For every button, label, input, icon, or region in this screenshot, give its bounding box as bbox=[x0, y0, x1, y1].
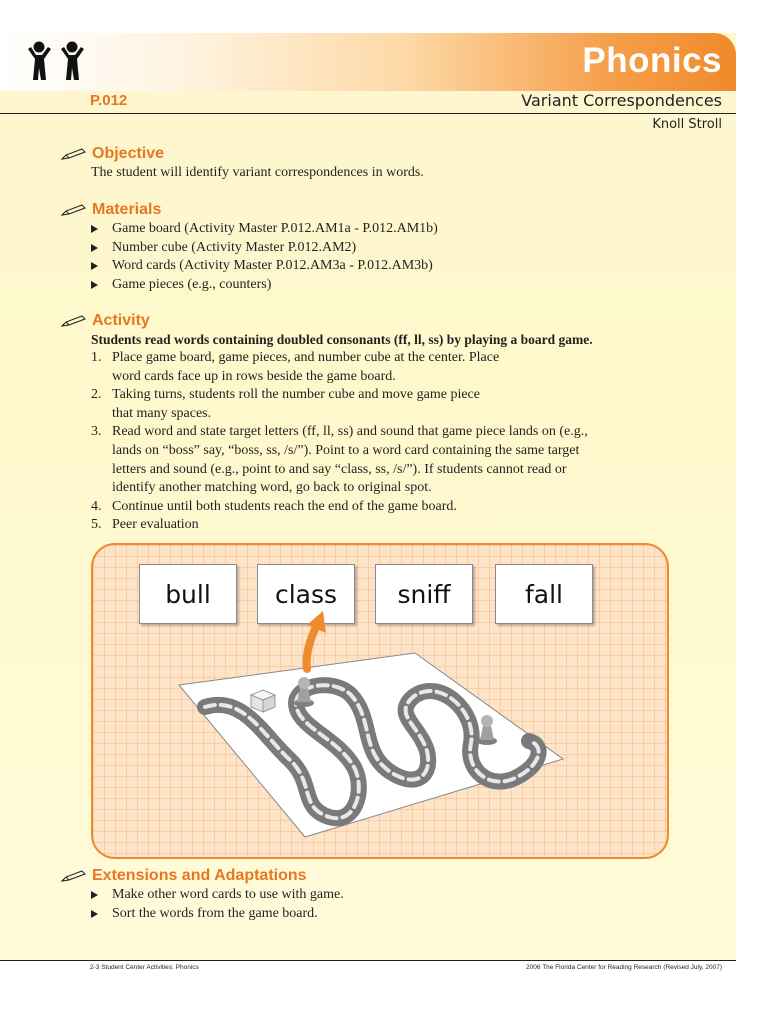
bullet-arrow-icon bbox=[91, 225, 98, 233]
bullet-arrow-icon bbox=[91, 244, 98, 252]
word-card: fall bbox=[495, 564, 593, 624]
activity-code: P.012 bbox=[90, 92, 128, 109]
step-item: 1. Place game board, game pieces, and number cube at the center. Place word cards face up in rows beside the game board. bbox=[91, 350, 500, 384]
list-item: Game board (Activity Master P.012.AM1a - P.012.AM1b) bbox=[91, 220, 438, 239]
extensions-heading: Extensions and Adaptations bbox=[92, 867, 307, 884]
header-divider bbox=[0, 113, 736, 114]
objective-text: The student will identify variant correspondences in words. bbox=[91, 165, 424, 180]
materials-heading: Materials bbox=[92, 201, 162, 218]
list-item: Make other word cards to use with game. bbox=[91, 886, 344, 905]
step-item: 3. Read word and state target letters (ff, ll, ss) and sound that game piece lands on (e.g., lands on “boss” say, “boss, ss, /s/”). Point to a word card containing the same target letters and sound (e.g., point to and say “class, ss, /s/”). If students cannot read or identify another matching word, go back to original spot. bbox=[91, 424, 588, 496]
objective-section bbox=[60, 144, 424, 182]
list-item: Game pieces (e.g., counters) bbox=[91, 276, 438, 295]
footer-left-text: 2-3 Student Center Activities: Phonics bbox=[90, 964, 199, 971]
extensions-section bbox=[60, 866, 344, 923]
materials-section bbox=[60, 200, 438, 294]
page-title: Phonics bbox=[582, 41, 722, 80]
word-card: bull bbox=[139, 564, 237, 624]
list-item: Sort the words from the game board. bbox=[91, 905, 344, 924]
activity-intro: Students read words containing doubled consonants (ff, ll, ss) by playing a board game. bbox=[91, 332, 593, 347]
game-board-drawing bbox=[93, 545, 667, 857]
pencil-icon bbox=[60, 314, 88, 328]
activity-heading: Activity bbox=[92, 312, 150, 329]
extensions-list bbox=[91, 886, 344, 923]
word-card: sniff bbox=[375, 564, 473, 624]
children-icon bbox=[22, 40, 94, 84]
activity-steps bbox=[91, 349, 593, 535]
activity-section bbox=[60, 311, 593, 535]
pencil-icon bbox=[60, 147, 88, 161]
list-item: Word cards (Activity Master P.012.AM3a - P.012.AM3b) bbox=[91, 257, 438, 276]
footer-divider bbox=[0, 960, 736, 961]
activity-subtitle: Variant Correspondences bbox=[521, 91, 722, 110]
number-cube bbox=[251, 690, 275, 712]
game-illustration bbox=[91, 543, 669, 859]
activity-name: Knoll Stroll bbox=[652, 117, 722, 132]
pointing-arrow-icon bbox=[307, 611, 326, 669]
bullet-arrow-icon bbox=[91, 281, 98, 289]
bullet-arrow-icon bbox=[91, 262, 98, 270]
word-card: class bbox=[257, 564, 355, 624]
step-item: 2. Taking turns, students roll the number cube and move game piece that many spaces. bbox=[91, 387, 480, 421]
step-item: 5. Peer evaluation bbox=[91, 517, 199, 533]
objective-heading: Objective bbox=[92, 145, 165, 162]
list-item: Number cube (Activity Master P.012.AM2) bbox=[91, 239, 438, 258]
pencil-icon bbox=[60, 869, 88, 883]
footer-right-text: 2006 The Florida Center for Reading Research (Revised July, 2007) bbox=[526, 964, 722, 971]
materials-list bbox=[91, 220, 438, 294]
bullet-arrow-icon bbox=[91, 910, 98, 918]
step-item: 4. Continue until both students reach the end of the game board. bbox=[91, 498, 457, 514]
bullet-arrow-icon bbox=[91, 891, 98, 899]
pencil-icon bbox=[60, 203, 88, 217]
